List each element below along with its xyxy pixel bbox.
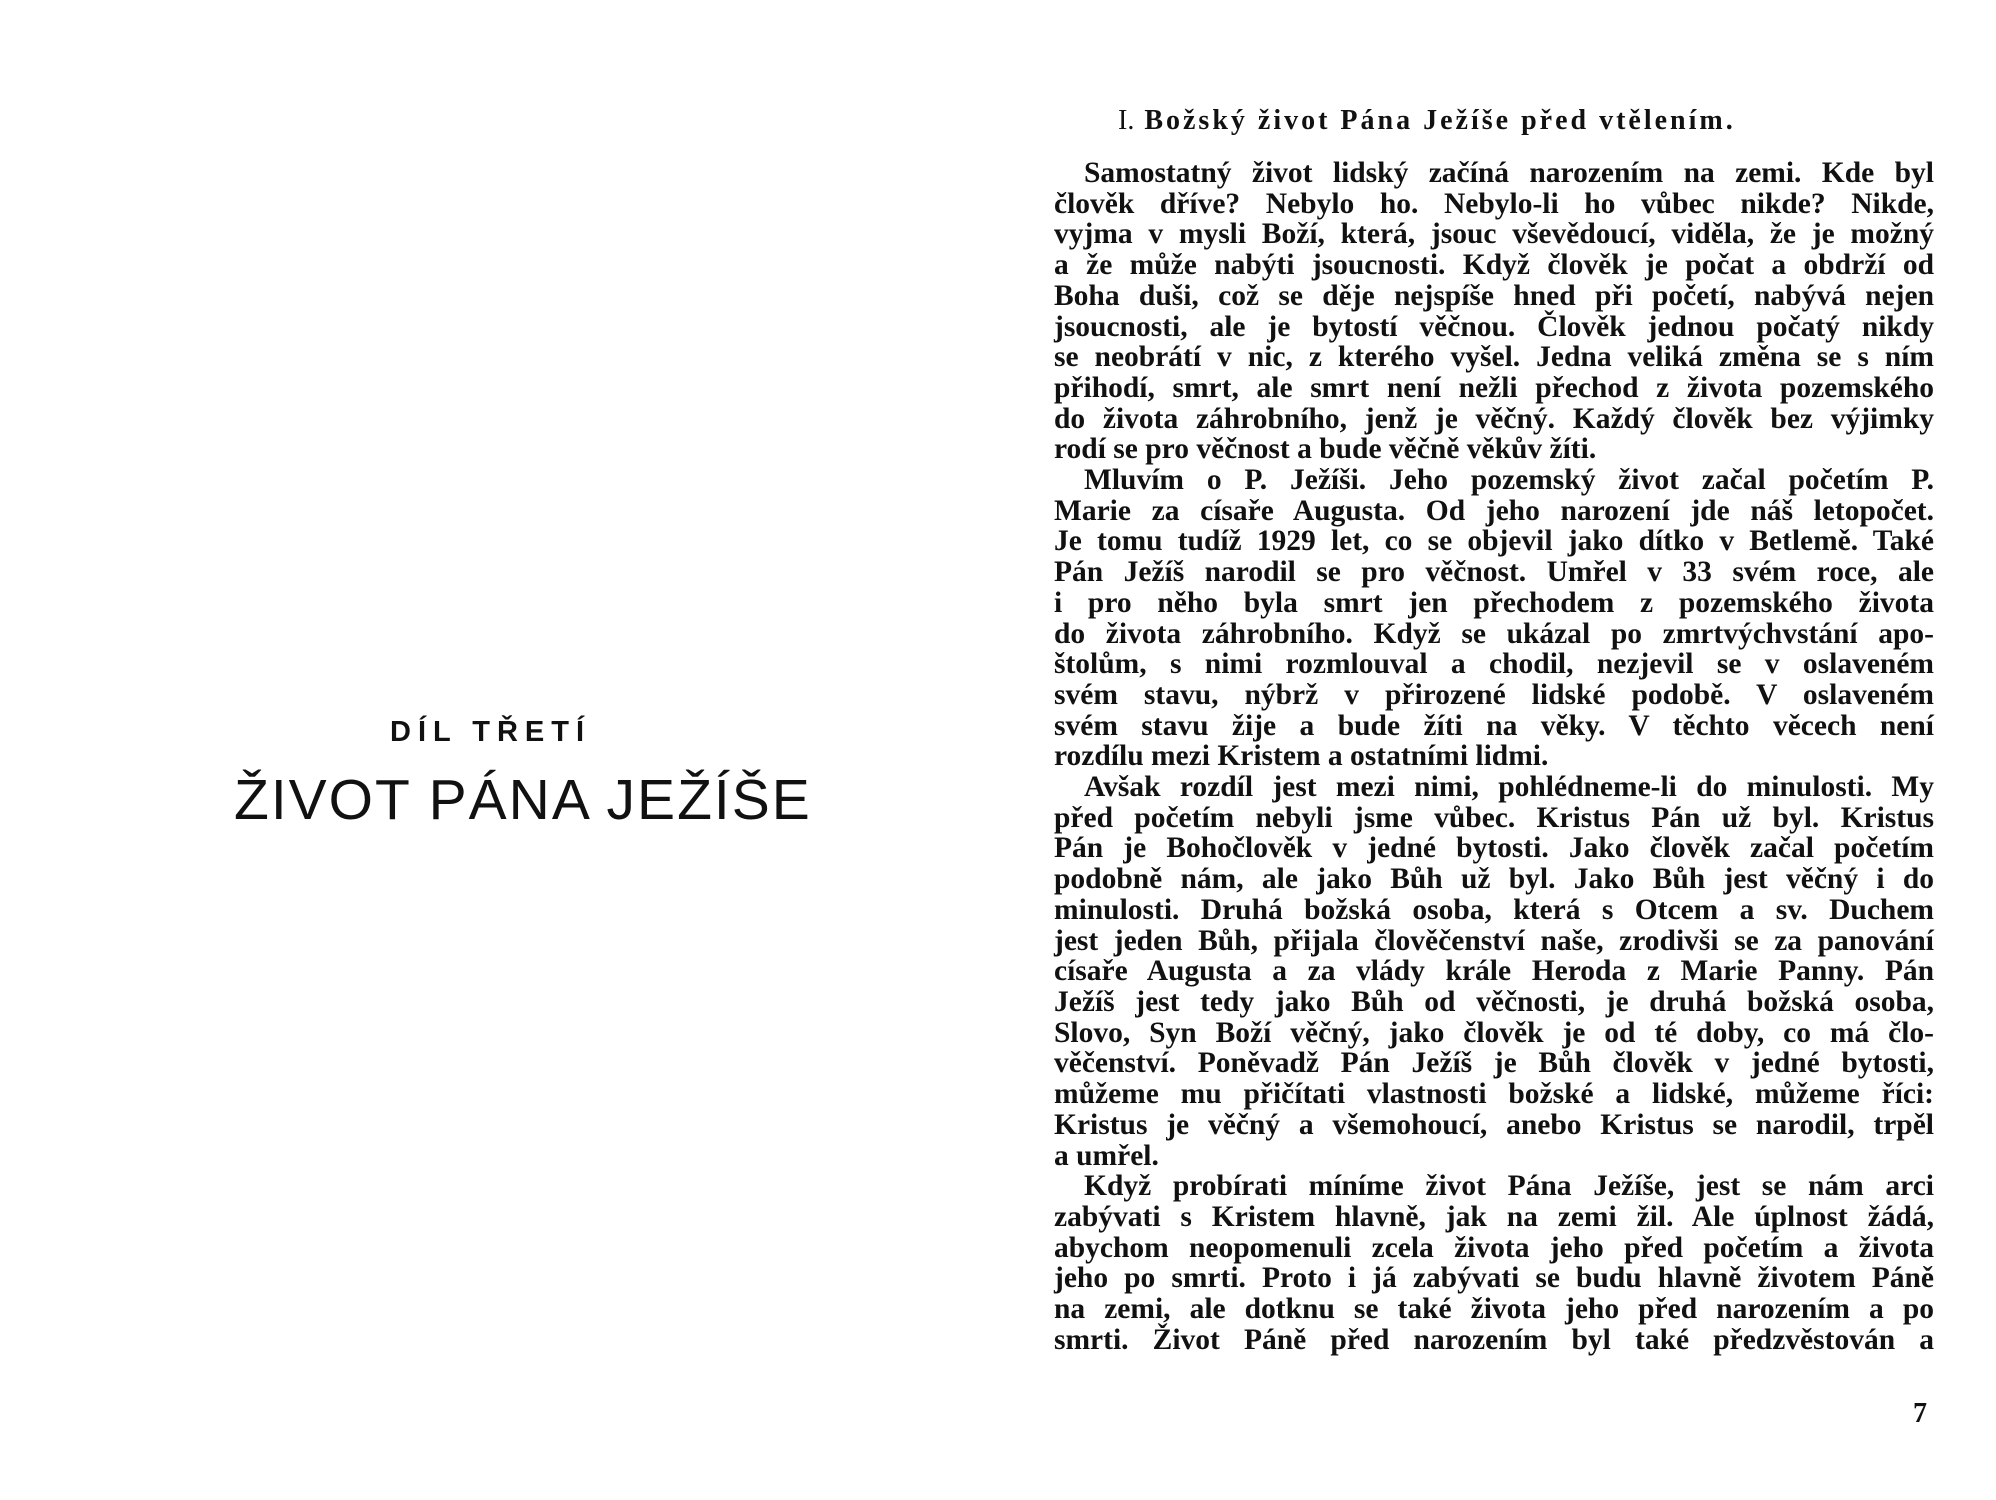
- text-line: rozdílu mezi Kristem a ostatními lidmi.: [1054, 740, 1549, 773]
- part-label: DÍL TŘETÍ: [390, 716, 592, 748]
- paragraph: [1054, 158, 1934, 465]
- chapter-number: I.: [1118, 105, 1135, 136]
- text-line: vyjma v mysli Boží, která, jsouc vševědoucí, viděla, že je možný: [1054, 218, 1934, 251]
- body-text: [1054, 158, 1934, 1355]
- text-line: Je tomu tudíž 1929 let, co se objevil jako dítko v Betlemě. Také: [1054, 525, 1934, 558]
- paragraph: [1054, 465, 1934, 772]
- text-line: i pro něho byla smrt jen přechodem z pozemského života: [1054, 586, 1934, 619]
- text-line: rodí se pro věčnost a bude věčně věkův žíti.: [1054, 433, 1597, 466]
- text-line: štolům, s nimi rozmlouval a chodil, nezjevil se v oslaveném: [1054, 648, 1934, 681]
- text-line: se neobrátí v nic, z kterého vyšel. Jedna veliká změna se s ním: [1054, 341, 1934, 374]
- text-line: jest jeden Bůh, přijala člověčenství naše, zrodivši se za panování: [1054, 924, 1934, 957]
- text-line: podobně nám, ale jako Bůh už byl. Jako Bůh jest věčný i do: [1054, 863, 1934, 896]
- chapter-heading: [1118, 105, 1736, 137]
- text-line: Mluvím o P. Ježíši. Jeho pozemský život začal početím P.: [1084, 464, 1934, 497]
- text-line: Marie za císaře Augusta. Od jeho narození jde náš letopočet.: [1054, 494, 1934, 527]
- paragraph: [1054, 772, 1934, 1171]
- chapter-title: Božský život Pána Ježíše před vtělením.: [1144, 105, 1736, 136]
- text-line: jsoucnosti, ale je bytostí věčnou. Člověk jednou počatý nikdy: [1054, 310, 1934, 343]
- text-line: Ježíš jest tedy jako Bůh od věčnosti, je druhá božská osoba,: [1054, 985, 1934, 1018]
- text-line: svém stavu, nýbrž v přirozené lidské podobě. V oslaveném: [1054, 678, 1934, 711]
- text-line: Pán je Bohočlověk v jedné bytosti. Jako člověk začal početím: [1054, 832, 1934, 865]
- text-line: do života záhrobního. Když se ukázal po zmrtvýchvstání apo-: [1054, 617, 1934, 650]
- text-line: před početím nebyli jsme vůbec. Kristus Pán už byl. Kristus: [1054, 801, 1934, 834]
- text-line: Když probírati míníme život Pána Ježíše, jest se nám arci: [1084, 1170, 1934, 1203]
- text-line: Boha duši, což se děje nejspíše hned při početí, nabývá nejen: [1054, 279, 1934, 312]
- text-line: Kristus je věčný a všemohoucí, anebo Kristus se narodil, trpěl: [1054, 1108, 1934, 1141]
- paragraph: [1054, 1171, 1934, 1355]
- text-line: Slovo, Syn Boží věčný, jako člověk je od té doby, co má člo-: [1054, 1016, 1934, 1049]
- text-line: svém stavu žije a bude žíti na věky. V těchto věcech není: [1054, 709, 1934, 742]
- text-line: do života záhrobního, jenž je věčný. Každý člověk bez výjimky: [1054, 402, 1934, 435]
- text-line: jeho po smrti. Proto i já zabývati se budu hlavně životem Páně: [1054, 1262, 1934, 1295]
- right-page: [998, 0, 1996, 1500]
- text-line: císaře Augusta a za vlády krále Heroda z Marie Panny. Pán: [1054, 955, 1934, 988]
- text-line: Pán Ježíš narodil se pro věčnost. Umřel v 33 svém roce, ale: [1054, 556, 1934, 589]
- text-line: na zemi, ale dotknu se také života jeho před narozením a po: [1054, 1293, 1934, 1326]
- text-line: zabývati s Kristem hlavně, jak na zemi žil. Ale úplnost žádá,: [1054, 1200, 1934, 1233]
- part-title: ŽIVOT PÁNA JEŽÍŠE: [234, 768, 812, 832]
- text-line: můžeme mu přičítati vlastnosti božské a lidské, můžeme říci:: [1054, 1078, 1934, 1111]
- text-line: a že může nabýti jsoucnosti. Když člověk je počat a obdrží od: [1054, 249, 1934, 282]
- text-line: a umřel.: [1054, 1139, 1159, 1172]
- text-line: minulosti. Druhá božská osoba, která s Otcem a sv. Duchem: [1054, 893, 1934, 926]
- text-line: Samostatný život lidský začíná narozením na zemi. Kde byl: [1084, 157, 1934, 189]
- text-line: smrti. Život Páně před narozením byl také předzvěstován a: [1054, 1323, 1934, 1356]
- text-line: člověk dříve? Nebylo ho. Nebylo-li ho vůbec nikde? Nikde,: [1054, 187, 1934, 220]
- text-line: věčenství. Poněvadž Pán Ježíš je Bůh člověk v jedné bytosti,: [1054, 1047, 1934, 1080]
- text-line: Avšak rozdíl jest mezi nimi, pohlédneme-li do minulosti. My: [1084, 771, 1934, 804]
- text-line: abychom neopomenuli zcela života jeho před početím a života: [1054, 1231, 1934, 1264]
- text-line: přihodí, smrt, ale smrt není nežli přechod z života pozemského: [1054, 371, 1934, 404]
- page-number: 7: [1913, 1398, 1927, 1429]
